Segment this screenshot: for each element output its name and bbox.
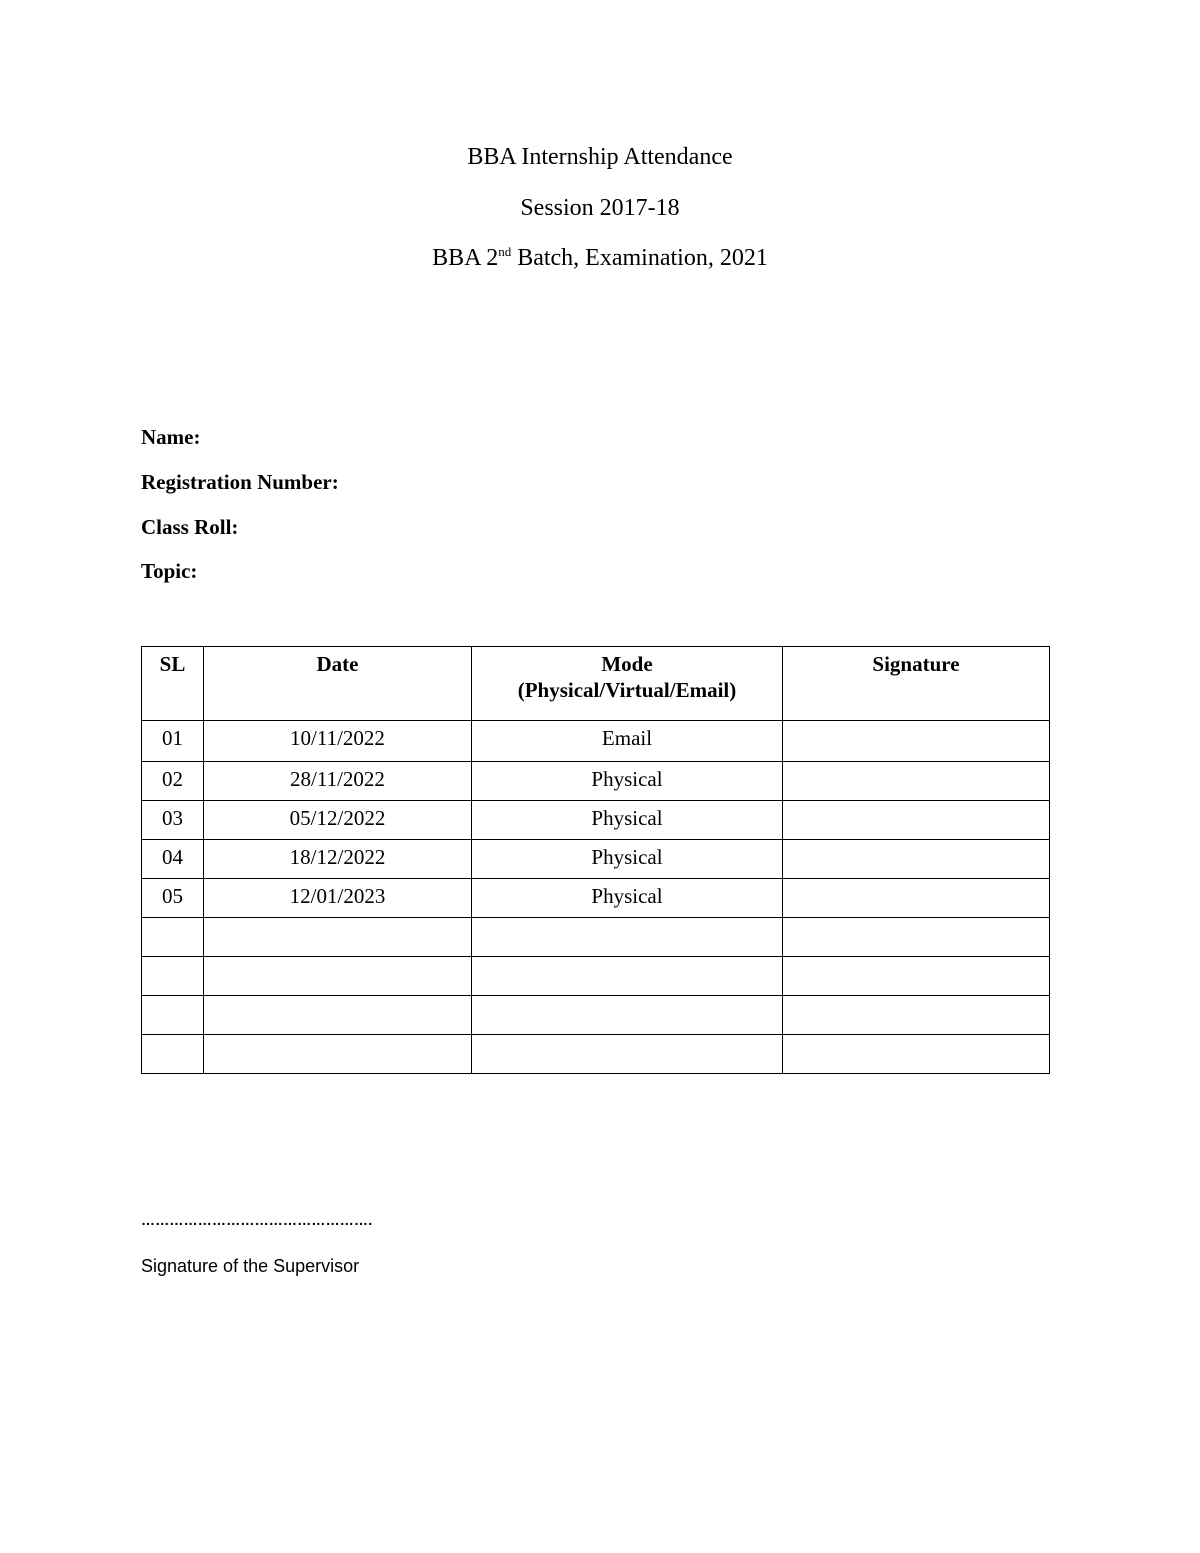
cell-date xyxy=(204,957,472,996)
header-signature: Signature xyxy=(783,647,1050,721)
session-line: Session 2017-18 xyxy=(520,195,680,221)
cell-signature xyxy=(783,762,1050,801)
cell-mode: Physical xyxy=(472,879,783,918)
cell-sl: 03 xyxy=(142,801,204,840)
cell-sl: 04 xyxy=(142,840,204,879)
cell-signature xyxy=(783,1035,1050,1074)
cell-mode xyxy=(472,918,783,957)
cell-sl: 02 xyxy=(142,762,204,801)
cell-mode xyxy=(472,1035,783,1074)
cell-mode: Physical xyxy=(472,801,783,840)
cell-sl xyxy=(142,918,204,957)
cell-signature xyxy=(783,957,1050,996)
cell-mode: Email xyxy=(472,721,783,762)
cell-date: 18/12/2022 xyxy=(204,840,472,879)
cell-sl xyxy=(142,1035,204,1074)
registration-number-label: Registration Number: xyxy=(141,470,339,494)
cell-date: 05/12/2022 xyxy=(204,801,472,840)
header-date: Date xyxy=(204,647,472,721)
table-row xyxy=(142,918,1050,957)
cell-sl xyxy=(142,957,204,996)
table-row xyxy=(142,762,1050,801)
cell-signature xyxy=(783,996,1050,1035)
header-mode-options: (Physical/Virtual/Email) xyxy=(517,678,737,702)
cell-mode: Physical xyxy=(472,762,783,801)
table-row xyxy=(142,840,1050,879)
table-row xyxy=(142,879,1050,918)
table-row xyxy=(142,1035,1050,1074)
cell-mode: Physical xyxy=(472,840,783,879)
table-row xyxy=(142,957,1050,996)
name-label: Name: xyxy=(141,425,201,449)
cell-date: 28/11/2022 xyxy=(204,762,472,801)
table-row xyxy=(142,996,1050,1035)
cell-sl: 01 xyxy=(142,721,204,762)
cell-date: 10/11/2022 xyxy=(204,721,472,762)
header-mode xyxy=(472,647,783,721)
table-row xyxy=(142,801,1050,840)
cell-sl: 05 xyxy=(142,879,204,918)
batch-superscript: nd xyxy=(498,244,512,259)
cell-signature xyxy=(783,801,1050,840)
cell-sl xyxy=(142,996,204,1035)
attendance-table xyxy=(141,646,1050,1074)
batch-line xyxy=(0,244,1200,272)
header-mode-title: Mode xyxy=(601,652,653,676)
cell-date xyxy=(204,918,472,957)
cell-signature xyxy=(783,918,1050,957)
cell-date: 12/01/2023 xyxy=(204,879,472,918)
supervisor-signature-line: …………………………………………. xyxy=(141,1212,373,1228)
cell-mode xyxy=(472,957,783,996)
cell-date xyxy=(204,996,472,1035)
table-header-row xyxy=(142,647,1050,721)
cell-mode xyxy=(472,996,783,1035)
cell-signature xyxy=(783,721,1050,762)
cell-date xyxy=(204,1035,472,1074)
table-row xyxy=(142,721,1050,762)
class-roll-label: Class Roll: xyxy=(141,515,239,539)
topic-label: Topic: xyxy=(141,559,198,583)
batch-suffix: Batch, Examination, 2021 xyxy=(511,245,768,271)
document-title: BBA Internship Attendance xyxy=(467,144,733,170)
header-sl: SL xyxy=(142,647,204,721)
cell-signature xyxy=(783,840,1050,879)
batch-prefix: BBA 2 xyxy=(432,245,499,271)
cell-signature xyxy=(783,879,1050,918)
supervisor-signature-label: Signature of the Supervisor xyxy=(141,1256,360,1276)
